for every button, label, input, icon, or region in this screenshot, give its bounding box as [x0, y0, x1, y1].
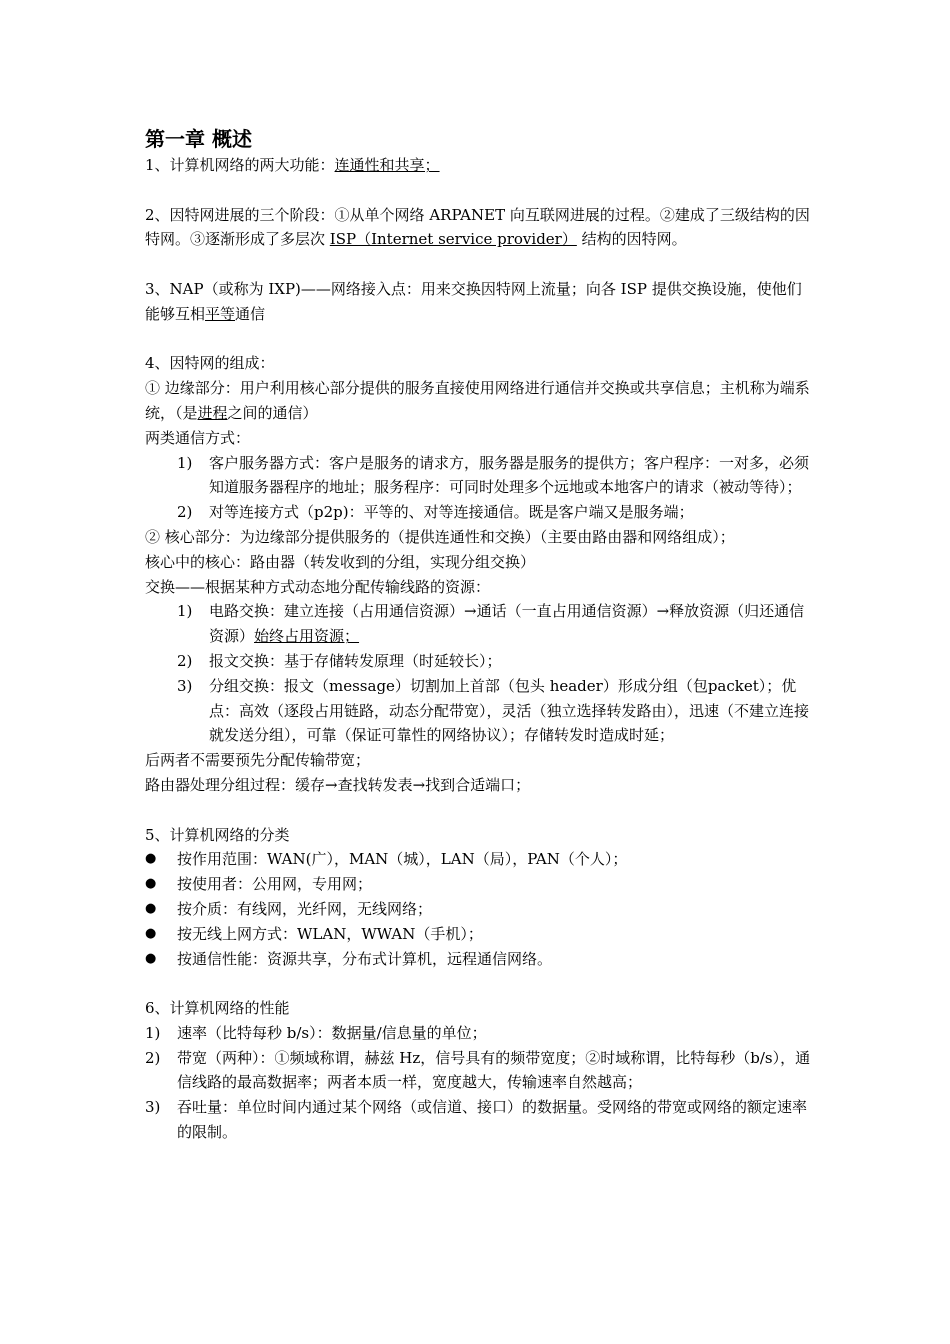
classification-item-2	[145, 872, 815, 897]
mode-item-1-text: 客户服务器方式：客户是服务的请求方，服务器是服务的提供方；客户程序：一对多，必须知道服务器程序的地址；服务程序：可同时处理多个远地或本地客户的请求（被动等待）；	[209, 453, 810, 497]
edge-part-text: ① 边缘部分：用户利用核心部分提供的服务直接使用网络进行通信并交换或共享信息；主机称为端系统，（是	[145, 379, 810, 422]
bullet-icon: ●	[145, 925, 157, 941]
performance-item-1-number: 1)	[145, 1023, 161, 1042]
bullet-icon: ●	[145, 851, 157, 867]
switch-item-2-number: 2)	[177, 651, 193, 670]
section-2	[145, 203, 815, 253]
section-3-text-b: 通信	[235, 304, 266, 323]
switch-item-1-text-a: 电路交换：建立连接（占用通信资源）→通话（一直占用通信资源）→释放资源（归还通信资源）	[209, 602, 805, 646]
bullet-icon: ●	[145, 876, 157, 892]
classification-item-3	[145, 897, 815, 922]
mode-item-1	[145, 451, 815, 501]
performance-item-3	[145, 1095, 815, 1145]
section-6-heading: 6、计算机网络的性能	[145, 999, 290, 1018]
switch-item-1-text	[209, 599, 815, 649]
performance-item-3-text: 吞吐量：单位时间内通过某个网络（或信道、接口）的数据量。受网络的带宽或网络的额定速率的限制。	[177, 1098, 808, 1142]
performance-item-2	[145, 1046, 815, 1096]
router-process: 路由器处理分组过程：缓存→查找转发表→找到合适端口；	[145, 775, 531, 794]
switch-item-3-text: 分组交换：报文（message）切割加上首部（包头 header）形成分组（包packet）；优点：高效（逐段占用链路，动态分配带宽），灵活（独立选择转发路由），迅速（不建立连接就发送分组），可靠（保证可靠性的网络协议）；存储转发时造成时延；	[209, 676, 810, 745]
core-part: ② 核心部分：为边缘部分提供服务的（提供连通性和交换）（主要由路由器和网络组成）；	[145, 527, 735, 546]
switch-item-3	[145, 674, 815, 748]
mode-item-2	[145, 500, 815, 525]
section-3-underlined: 平等	[205, 304, 236, 323]
performance-item-2-number: 2)	[145, 1048, 161, 1067]
classification-item-4-text: 按无线上网方式：WLAN，WWAN（手机）；	[177, 924, 483, 943]
switch-item-2-text: 报文交换：基于存储转发原理（时延较长）；	[209, 651, 502, 670]
chapter-title: 第一章 概述	[145, 127, 252, 151]
edge-part	[145, 376, 815, 426]
switch-item-2	[145, 649, 815, 674]
section-3	[145, 277, 815, 327]
section-2-underlined: ISP（Internet service provider）	[329, 230, 577, 249]
core-of-core: 核心中的核心：路由器（转发收到的分组，实现分组交换）	[145, 552, 536, 571]
switching-label: 交换——根据某种方式动态地分配传输线路的资源：	[145, 577, 491, 596]
switch-item-3-number: 3)	[177, 676, 193, 695]
classification-item-1	[145, 847, 815, 872]
mode-item-1-number: 1)	[177, 453, 193, 472]
switch-item-1-underlined: 始终占用资源；	[254, 627, 360, 646]
latter-two-note: 后两者不需要预先分配传输带宽；	[145, 751, 371, 770]
section-3-text-a: 3、NAP（或称为 IXP)——网络接入点：用来交换因特网上流量；向各 ISP 提供交换设施，使他们能够互相	[145, 279, 802, 323]
performance-item-1	[145, 1021, 815, 1046]
classification-item-5	[145, 947, 815, 972]
section-2-text-b: 结构的因特网。	[576, 230, 687, 249]
switch-item-1	[145, 599, 815, 649]
two-modes-label: 两类通信方式：	[145, 428, 251, 447]
mode-item-2-number: 2)	[177, 503, 193, 522]
document-body	[145, 126, 815, 1145]
mode-item-2-text: 对等连接方式（p2p)：平等的、对等连接通信。既是客户端又是服务端；	[209, 503, 694, 522]
classification-item-3-text: 按介质：有线网，光纤网，无线网络；	[177, 899, 433, 918]
section-1-text: 1、计算机网络的两大功能：	[145, 156, 335, 174]
classification-item-1-text: 按作用范围：WAN(广），MAN（城），LAN（局），PAN（个人）；	[177, 850, 628, 869]
section-2-text-a: 2、因特网进展的三个阶段：①从单个网络 ARPANET 向互联网进展的过程。②建成了三级结构的因特网。③逐渐形成了多层次	[145, 205, 810, 249]
classification-item-5-text: 按通信性能：资源共享，分布式计算机，远程通信网络。	[177, 949, 553, 968]
classification-item-4	[145, 922, 815, 947]
edge-part-underlined: 进程	[197, 403, 228, 422]
performance-item-1-text: 速率（比特每秒 b/s）：数据量/信息量的单位；	[177, 1023, 487, 1042]
edge-part-text-end: 之间的通信）	[227, 403, 318, 422]
performance-item-2-text: 带宽（两种）：①频域称谓，赫兹 Hz，信号具有的频带宽度；②时域称谓，比特每秒（b/s），通信线路的最高数据率；两者本质一样，宽度越大，传输速率自然越高；	[177, 1048, 811, 1092]
section-1-underlined: 连通性和共享；	[334, 156, 440, 174]
switch-item-1-number: 1)	[177, 602, 193, 621]
section-4-heading: 4、因特网的组成：	[145, 354, 275, 373]
section-1	[145, 153, 815, 178]
bullet-icon: ●	[145, 900, 157, 916]
section-5-heading: 5、计算机网络的分类	[145, 825, 290, 844]
classification-item-2-text: 按使用者：公用网，专用网；	[177, 875, 373, 894]
bullet-icon: ●	[145, 950, 157, 966]
performance-item-3-number: 3)	[145, 1098, 161, 1117]
